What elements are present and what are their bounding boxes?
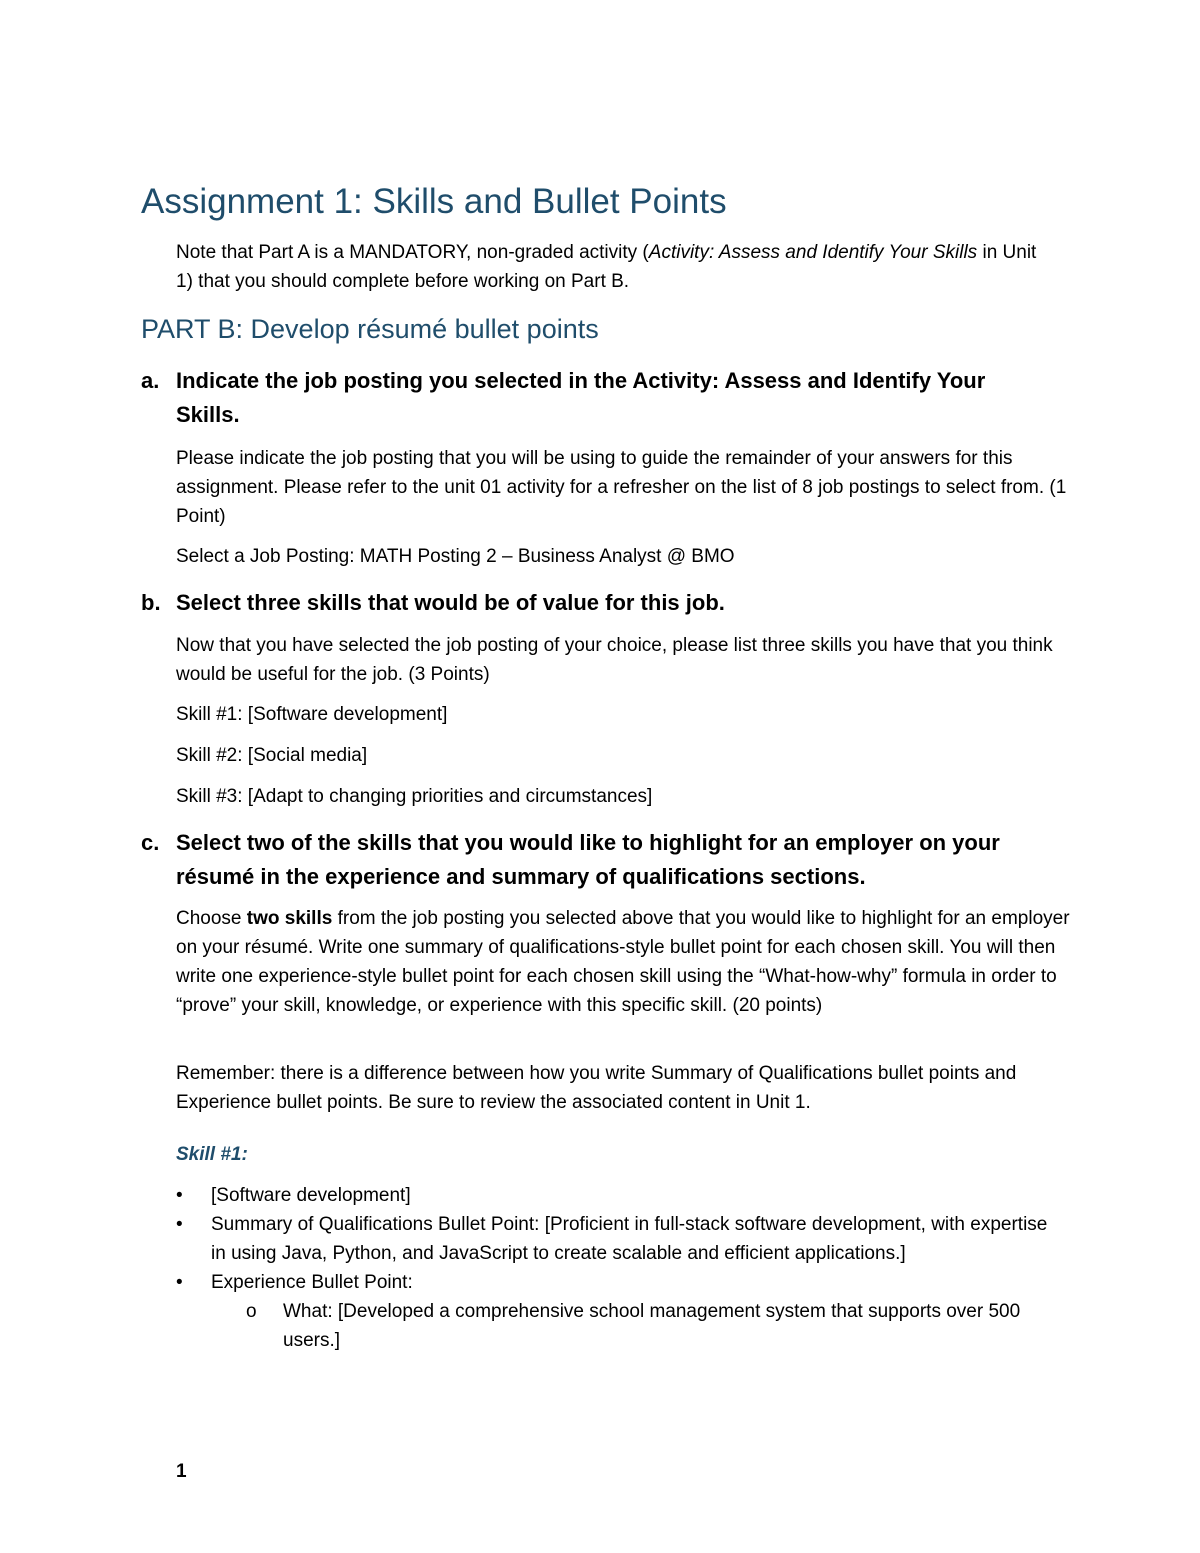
note-prefix: Note that Part A is a MANDATORY, non-graded activity (	[176, 242, 649, 263]
list-item-text: Experience Bullet Point:	[211, 1272, 413, 1293]
question-a-answer: Select a Job Posting: MATH Posting 2 – Business Analyst @ BMO	[176, 546, 735, 567]
note-suffix: in Unit 1) that you should complete before working on Part B.	[176, 242, 1037, 292]
skill-2-answer: Skill #2: [Social media]	[176, 745, 368, 766]
question-b-instructions: Now that you have selected the job posting of your choice, please list three skills you have that you think would be useful for the job. (3 Points)	[176, 635, 1053, 685]
question-c-text: Select two of the skills that you would like to highlight for an employer on your résumé in the experience and summary of qualifications sections.	[176, 830, 1000, 889]
instructions-suffix: from the job posting you selected above that you would like to highlight for an employer on your résumé. Write one summary of qualifications-style bullet point for each chosen skill. You will then write one experience-style bullet point for each chosen skill using the “What-how-why” formula in order to “prove” your skill, knowledge, or experience with this specific skill. (20 points)	[176, 908, 1070, 1016]
question-b-marker: b.	[141, 590, 161, 615]
skill-1-answer: Skill #1: [Software development]	[176, 704, 448, 725]
question-b-text: Select three skills that would be of value for this job.	[176, 590, 725, 615]
note-italic: Activity: Assess and Identify Your Skills	[648, 242, 978, 263]
list-item	[176, 1181, 1056, 1210]
document-title: Assignment 1: Skills and Bullet Points	[141, 182, 727, 221]
list-item-text: Summary of Qualifications Bullet Point: [Proficient in full-stack software development, with expertise in using Java, Python, and JavaScript to create scalable and efficient applications.]	[211, 1214, 1048, 1264]
bullet-icon: •	[176, 1272, 183, 1293]
question-a-instructions: Please indicate the job posting that you will be using to guide the remainder of your answers for this assignment. Please refer to the unit 01 activity for a refresher on the list of 8 job postings to select from. (1 Point)	[176, 448, 1067, 527]
instructions-prefix: Choose	[176, 908, 247, 929]
question-a	[141, 364, 1041, 432]
part-b-heading: PART B: Develop résumé bullet points	[141, 314, 599, 344]
bullet-icon: •	[176, 1214, 183, 1235]
list-item	[176, 1268, 1056, 1355]
sub-list-item	[246, 1297, 1056, 1355]
bullet-icon: •	[176, 1185, 183, 1206]
question-c	[141, 826, 1041, 894]
question-c-reminder: Remember: there is a difference between how you write Summary of Qualifications bullet points and Experience bullet points. Be sure to review the associated content in Unit 1.	[176, 1063, 1017, 1113]
list-item-text: [Software development]	[211, 1185, 411, 1206]
question-b	[141, 586, 1041, 620]
skill-3-answer: Skill #3: [Adapt to changing priorities and circumstances]	[176, 786, 653, 807]
question-c-marker: c.	[141, 830, 160, 855]
skill-bullet-list	[176, 1181, 1056, 1355]
question-a-marker: a.	[141, 368, 160, 393]
sub-bullet-list	[211, 1297, 1056, 1355]
circle-bullet-icon: o	[246, 1301, 257, 1322]
sub-list-item-text: What: [Developed a comprehensive school management system that supports over 500 users.]	[283, 1301, 1021, 1351]
question-c-instructions	[176, 904, 1076, 1020]
instructions-bold: two skills	[246, 908, 333, 929]
skill-section-heading: Skill #1:	[176, 1144, 248, 1165]
list-item	[176, 1210, 1056, 1268]
page-number: 1	[176, 1461, 187, 1482]
question-a-text: Indicate the job posting you selected in the Activity: Assess and Identify Your Skills.	[176, 368, 986, 427]
note-paragraph	[176, 238, 1056, 296]
